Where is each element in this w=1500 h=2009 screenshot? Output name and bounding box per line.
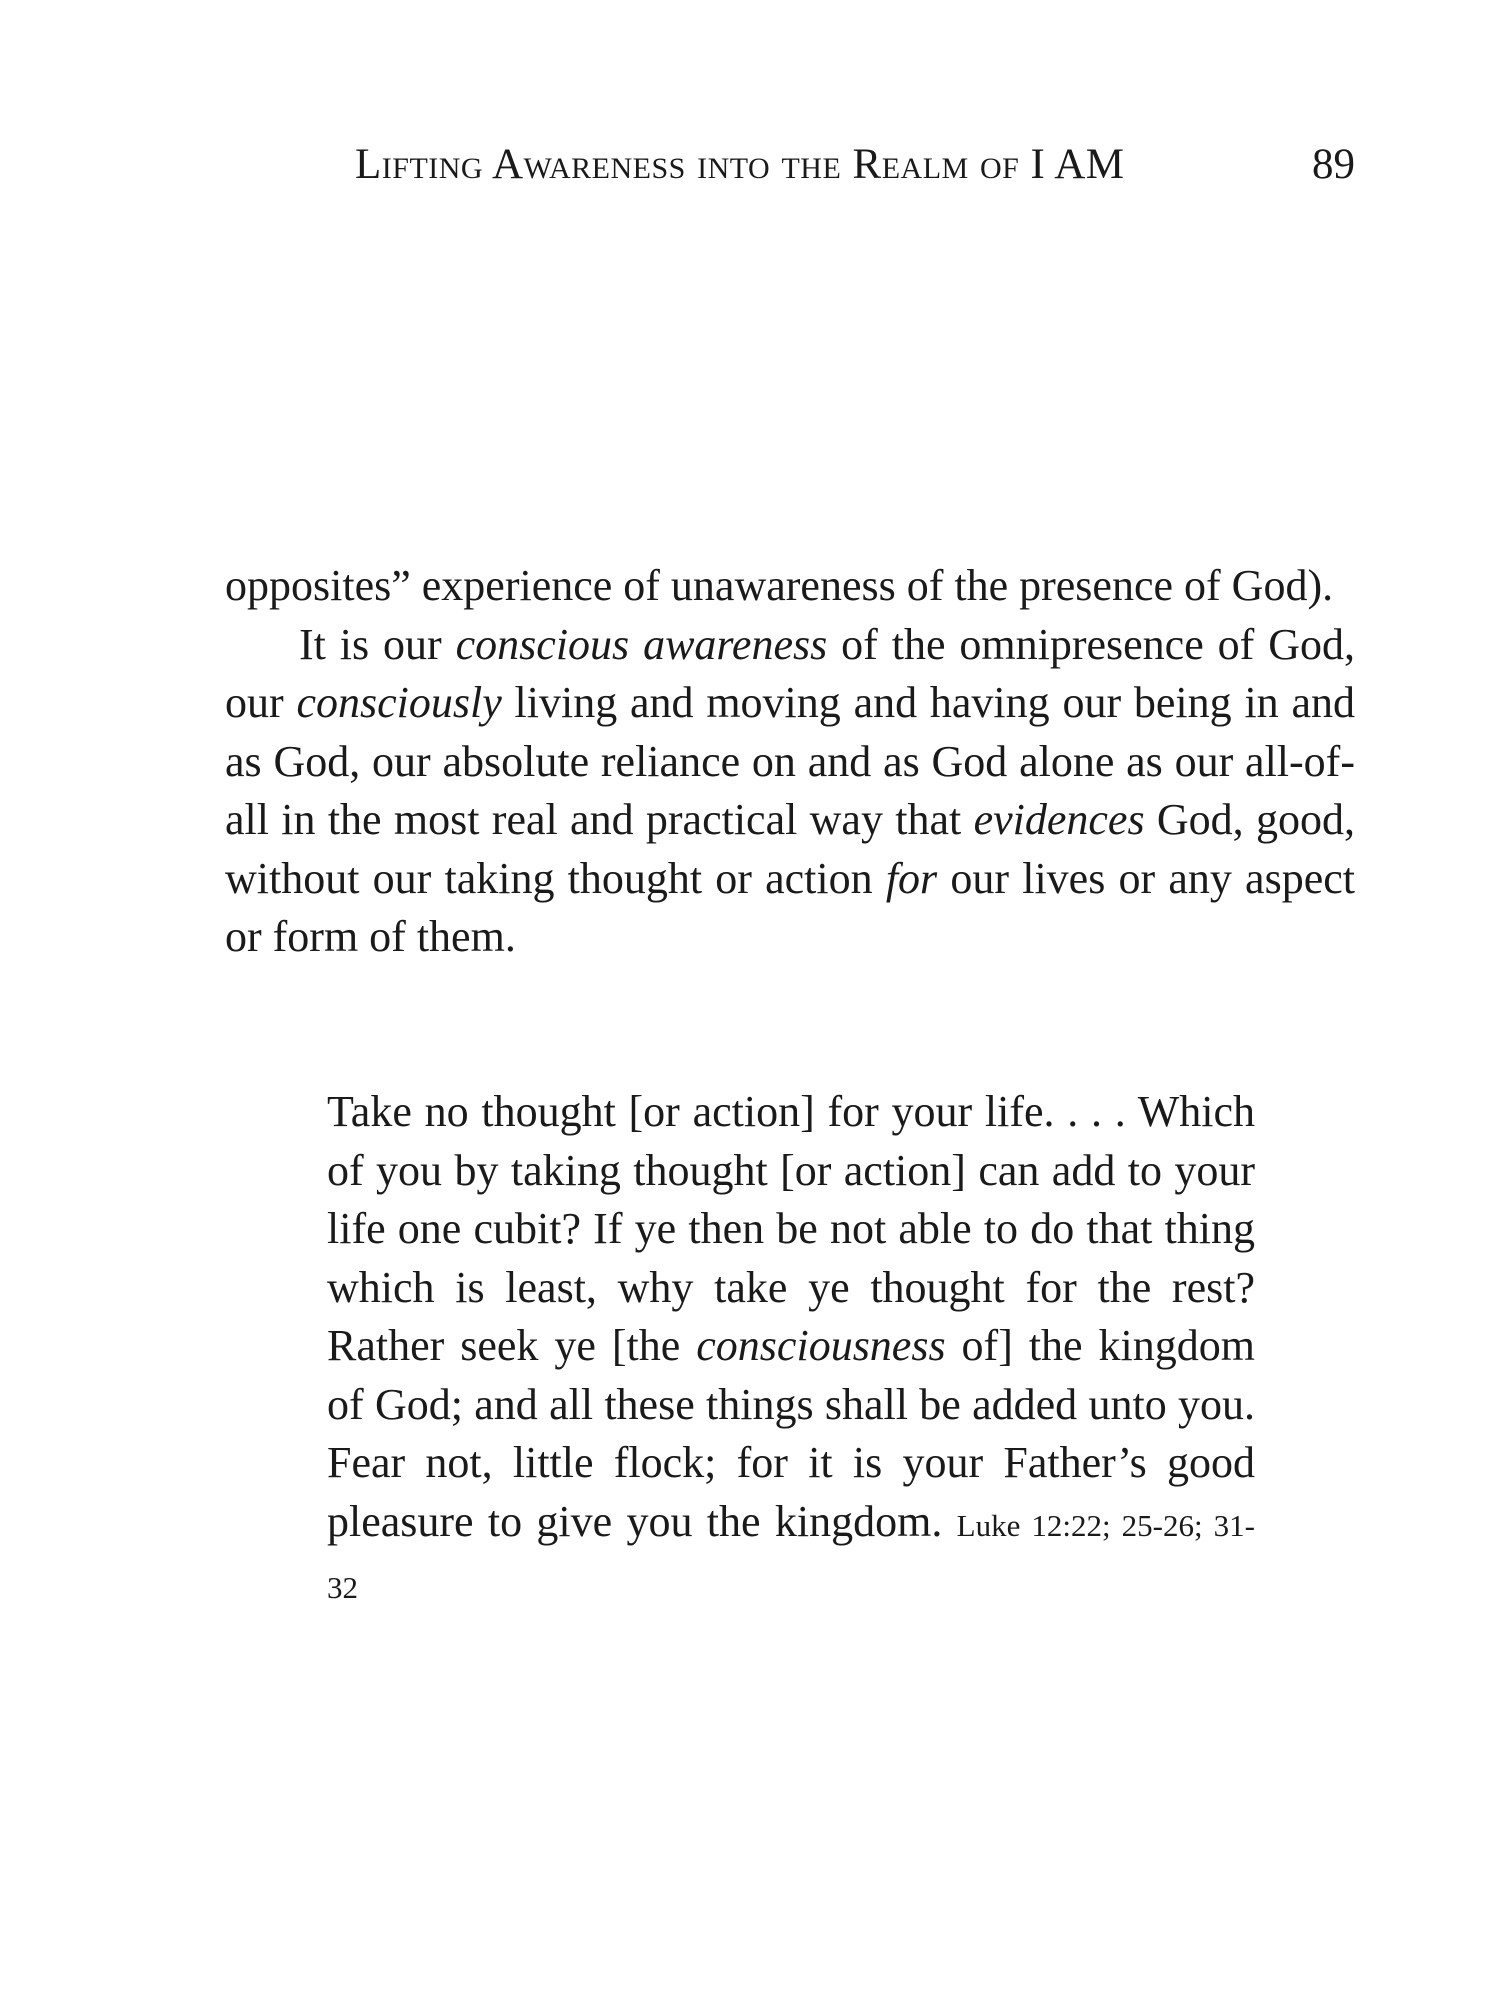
running-header [355, 140, 1355, 200]
text-run: Take no thought [or action] for your life. . . . Which of you by taking thought [or action] can add to your life one cubit? If ye then be not able to do that thing which is least, why take ye thought for the rest? Rather seek ye [the [327, 1087, 1255, 1370]
scripture-quote [327, 1083, 1255, 1618]
paragraph-continuation [225, 557, 1355, 616]
body-text [225, 557, 1355, 967]
text-run: our lives or any aspect or form of them. [225, 853, 1355, 961]
emphasis: consciously [296, 678, 502, 727]
running-title: Lifting Awareness into the Realm of I AM [355, 141, 1125, 188]
text-run: of] the kingdom of God; and all these things shall be added unto you. Fear not, little flock; for it is your Father’s good pleasure to give you the kingdom. [327, 1321, 1256, 1546]
emphasis: consciousness [696, 1321, 946, 1370]
page-number: 89 [1312, 141, 1355, 188]
scripture-citation: Luke 12:22; 25-26; 31-32 [327, 1507, 1255, 1605]
text-run: living and moving and having our being in and as God, our absolute reliance on and as God alone as our all-of-all in the most real and practical way that [225, 678, 1355, 844]
quote-text [327, 1083, 1255, 1618]
emphasis: for [885, 853, 938, 903]
paragraph-text: opposites” experience of unawareness of the presence of God). [225, 561, 1334, 610]
text-run: of the omnipresence of God, our [225, 619, 1355, 727]
text-run: It is our [299, 619, 456, 669]
paragraph [225, 616, 1355, 967]
emphasis: conscious awareness [455, 619, 828, 669]
emphasis: evidences [973, 795, 1145, 844]
text-run: God, good, without our taking thought or action [225, 795, 1355, 903]
